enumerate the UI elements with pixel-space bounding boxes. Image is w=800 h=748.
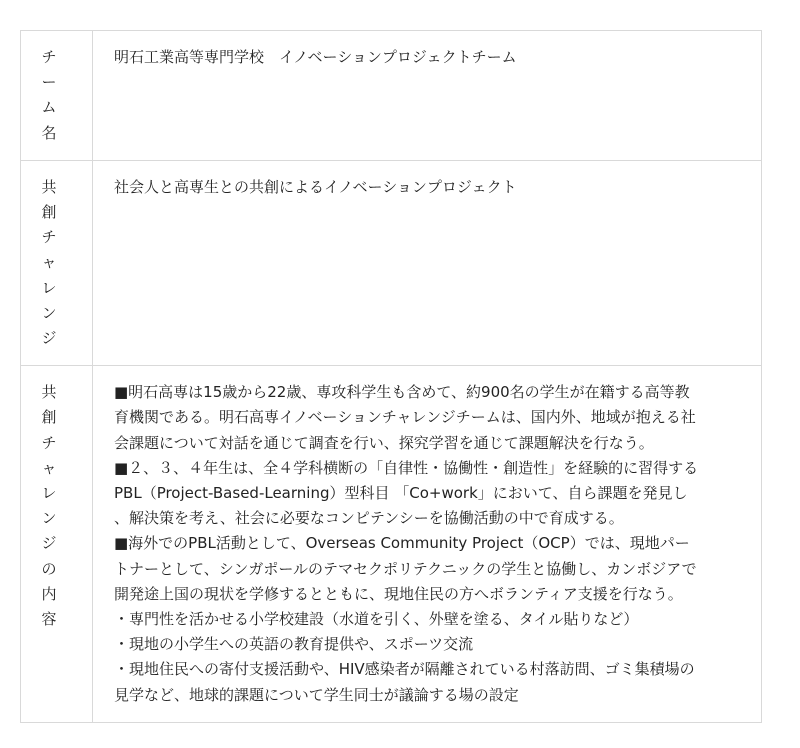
row-label-challenge-details: 共創チャレンジの内容 bbox=[41, 383, 57, 629]
details-line: ・現地住民への寄付支援活動や、HIV感染者が隔離されている村落訪問、ゴミ集積場の bbox=[114, 660, 695, 679]
row-label-team-name: チーム名 bbox=[41, 48, 57, 142]
label-cell bbox=[21, 160, 93, 365]
table-row-team-name bbox=[21, 31, 762, 161]
details-line: PBL（Project-Based-Learning）型科目 「Co+work」において、自ら課題を発見し bbox=[114, 484, 688, 503]
details-line: 育機関である。明石高専イノベーションチャレンジチームは、国内外、地域が抱える社 bbox=[114, 408, 696, 427]
challenge-value: 社会人と高専生との共創によるイノベーションプロジェクト bbox=[114, 177, 517, 196]
team-name-value: 明石工業高等専門学校 イノベーションプロジェクトチーム bbox=[114, 48, 517, 66]
content-cell bbox=[93, 366, 762, 723]
details-line: 見学など、地球的課題について学生同士が議論する場の設定 bbox=[114, 685, 519, 704]
details-line: ■２、３、４年生は、全４学科横断の「自律性・協働性・創造性」を経験的に習得する bbox=[114, 458, 699, 477]
table-row-challenge-details bbox=[21, 366, 762, 723]
details-line: 開発途上国の現状を学修するとともに、現地住民の方へボランティア支援を行なう。 bbox=[114, 584, 683, 603]
team-name-content bbox=[93, 31, 761, 84]
table-row-challenge bbox=[21, 160, 762, 365]
challenge-content bbox=[93, 161, 761, 214]
details-line: ■海外でのPBL活動として、Overseas Community Project（OCP）では、現地パー bbox=[114, 534, 690, 553]
details-line: ■明石高専は15歳から22歳、専攻科学生も含めて、約900名の学生が在籍する高等教 bbox=[114, 383, 690, 402]
row-label-challenge: 共創チャレンジ bbox=[41, 177, 57, 348]
project-info-table bbox=[20, 30, 762, 723]
content-cell bbox=[93, 160, 762, 365]
details-line: 会課題について対話を通じて調査を行い、探究学習を通じて課題解決を行なう。 bbox=[114, 433, 654, 452]
label-cell bbox=[21, 31, 93, 161]
details-line: ・専門性を活かせる小学校建設（水道を引く、外壁を塗る、タイル貼りなど） bbox=[114, 610, 639, 629]
label-cell bbox=[21, 366, 93, 723]
details-line: ・現地の小学生への英語の教育提供や、スポーツ交流 bbox=[114, 635, 474, 654]
details-line: トナーとして、シンガポールのテマセクポリテクニックの学生と協働し、カンボジアで bbox=[114, 559, 697, 578]
content-cell bbox=[93, 31, 762, 161]
challenge-details-content bbox=[93, 366, 761, 722]
details-line: 、解決策を考え、社会に必要なコンピテンシーを協働活動の中で育成する。 bbox=[114, 509, 624, 528]
